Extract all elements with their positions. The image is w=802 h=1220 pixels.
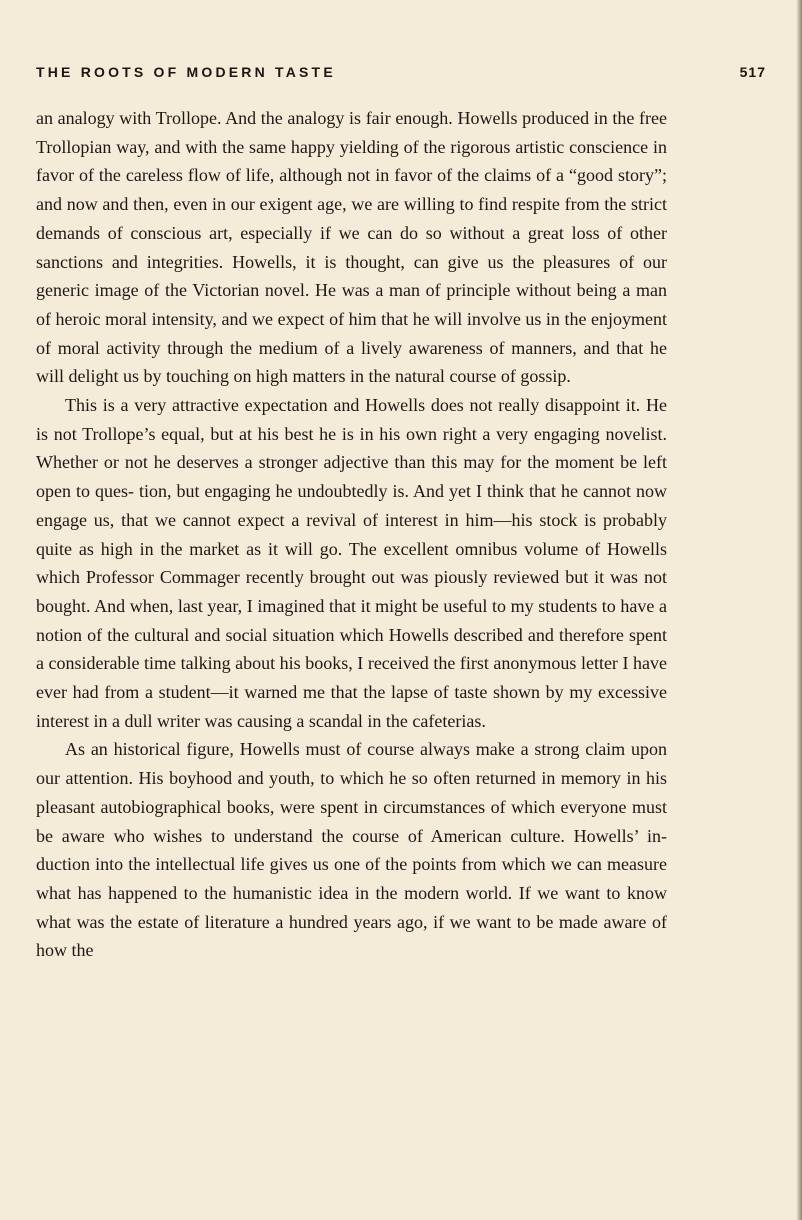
page-header	[36, 64, 766, 84]
page-number: 517	[739, 64, 766, 80]
body-text	[36, 104, 667, 965]
paragraph-1: an analogy with Trollope. And the analogy is fair enough. Howells produced in the free Trollopian way, and with the same happy yielding of the rigorous artistic conscience in favor of the careless flow of life, although not in favor of the claims of a “good story”; and now and then, even in our exigent age, we are willing to find respite from the strict demands of conscious art, especially if we can do so without a great loss of other sanctions and integrities. Howells, it is thought, can give us the pleasures of our generic image of the Victorian novel. He was a man of principle without being a man of heroic moral intensity, and we expect of him that he will involve us in the enjoyment of moral activity through the medium of a lively awareness of manners, and that he will delight us by touching on high matters in the natural course of gossip.	[36, 108, 667, 387]
paragraph-2: This is a very attractive expectation and Howells does not really disappoint it. He is not Trollope’s equal, but at his best he is in his own right a very engaging novelist. Whether or not he deserves a stronger adjective than this may for the moment be left open to ques- tion, but engaging he undoubtedly is. And yet I think that he cannot now engage us, that we cannot expect a revival of interest in him—his stock is probably quite as high in the market as it will go. The excellent omnibus volume of Howells which Professor Commager recently brought out was piously reviewed but it was not bought. And when, last year, I imagined that it might be useful to my students to have a notion of the cultural and social situation which Howells described and therefore spent a considerable time talking about his books, I received the first anonymous letter I have ever had from a student—it warned me that the lapse of taste shown by my excessive interest in a dull writer was causing a scandal in the cafeterias.	[36, 395, 667, 731]
paragraph-3: As an historical figure, Howells must of course always make a strong claim upon our attention. His boyhood and youth, to which he so often returned in memory in his pleasant autobiographical books, were spent in circumstances of which everyone must be aware who wishes to understand the course of American culture. Howells’ in- duction into the intellectual life gives us one of the points from which we can measure what has happened to the humanistic idea in the modern world. If we want to know what was the estate of literature a hundred years ago, if we want to be made aware of how the	[36, 739, 667, 961]
running-head: THE ROOTS OF MODERN TASTE	[36, 64, 336, 80]
page-edge-shadow	[796, 0, 802, 1220]
